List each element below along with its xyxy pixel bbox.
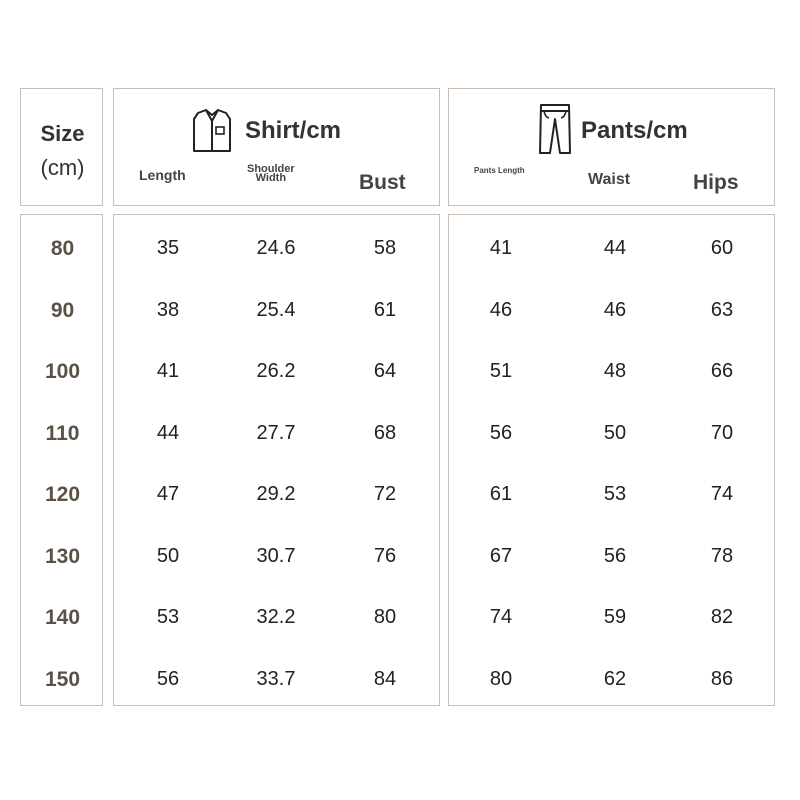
waist-header: Waist — [588, 171, 631, 188]
hips-cell: 74 — [710, 483, 734, 505]
pants-header-box — [448, 88, 775, 206]
size-cell: 110 — [45, 421, 80, 445]
waist-cell: 44 — [603, 237, 627, 259]
pants-title: Pants/cm — [581, 117, 688, 144]
shoulder-width-cell: 26.2 — [256, 360, 296, 382]
size-cell: 120 — [44, 483, 81, 506]
pants-values-box — [448, 214, 775, 706]
waist-cell: 56 — [603, 544, 627, 567]
shoulder-width-cell: 27.7 — [256, 421, 296, 444]
size-column-box — [20, 214, 103, 706]
waist-cell: 50 — [603, 421, 627, 444]
size-header-box — [20, 88, 103, 206]
size-cell: 100 — [44, 360, 81, 383]
hips-cell: 66 — [710, 360, 734, 382]
shoulder-width-cell: 24.6 — [256, 237, 296, 259]
shirt-length-cell: 38 — [156, 298, 180, 321]
pants-length-cell: 61 — [489, 483, 513, 505]
shoulder-width-cell: 29.2 — [256, 483, 296, 505]
bust-cell: 58 — [373, 237, 397, 259]
hips-cell: 82 — [710, 606, 734, 628]
bust-header: Bust — [359, 171, 406, 194]
hips-header: Hips — [693, 171, 739, 194]
size-cell: 140 — [44, 606, 81, 629]
size-cell: 90 — [50, 298, 75, 322]
bust-cell: 64 — [373, 360, 397, 382]
waist-cell: 59 — [603, 606, 627, 628]
waist-cell: 48 — [603, 360, 627, 382]
waist-cell: 62 — [603, 667, 627, 690]
pants-icon — [536, 101, 574, 155]
shoulder-width-cell: 30.7 — [256, 544, 296, 567]
pants-length-cell: 51 — [489, 360, 513, 382]
pants-length-cell: 41 — [489, 237, 513, 259]
hips-cell: 70 — [710, 421, 734, 444]
bust-cell: 61 — [373, 298, 397, 321]
pants-length-cell: 46 — [489, 298, 513, 321]
size-cell: 150 — [44, 667, 81, 691]
pants-length-cell: 56 — [489, 421, 513, 444]
shoulder-width-header: Shoulder Width — [247, 163, 295, 184]
size-label: Size — [40, 121, 85, 146]
size-cell: 80 — [50, 237, 75, 260]
hips-cell: 78 — [710, 544, 734, 567]
shoulder-width-cell: 32.2 — [256, 606, 296, 628]
shirt-length-header: Length — [139, 167, 186, 183]
hips-cell: 63 — [710, 298, 734, 321]
waist-cell: 46 — [603, 298, 627, 321]
shirt-values-box — [113, 214, 440, 706]
hips-cell: 60 — [710, 237, 734, 259]
pants-length-header: Pants Length — [474, 166, 525, 175]
shirt-length-cell: 41 — [156, 360, 180, 382]
shirt-length-cell: 50 — [156, 544, 180, 567]
bust-cell: 80 — [373, 606, 397, 628]
pants-length-cell: 67 — [489, 544, 513, 567]
shirt-length-cell: 35 — [156, 237, 180, 259]
size-cell: 130 — [44, 544, 81, 568]
shoulder-width-cell: 33.7 — [256, 667, 296, 690]
pants-length-cell: 80 — [489, 667, 513, 690]
hips-cell: 86 — [710, 667, 734, 690]
shirt-length-cell: 47 — [156, 483, 180, 505]
pants-length-cell: 74 — [489, 606, 513, 628]
size-unit: (cm) — [40, 155, 85, 180]
bust-cell: 76 — [373, 544, 397, 567]
shoulder-width-cell: 25.4 — [256, 298, 296, 321]
waist-cell: 53 — [603, 483, 627, 505]
bust-cell: 84 — [373, 667, 397, 690]
shirt-header-box — [113, 88, 440, 206]
shirt-title: Shirt/cm — [245, 117, 342, 144]
bust-cell: 72 — [373, 483, 397, 505]
bust-cell: 68 — [373, 421, 397, 444]
shirt-icon — [190, 107, 234, 155]
shirt-length-cell: 44 — [156, 421, 180, 444]
shirt-length-cell: 56 — [156, 667, 180, 690]
shirt-length-cell: 53 — [156, 606, 180, 628]
